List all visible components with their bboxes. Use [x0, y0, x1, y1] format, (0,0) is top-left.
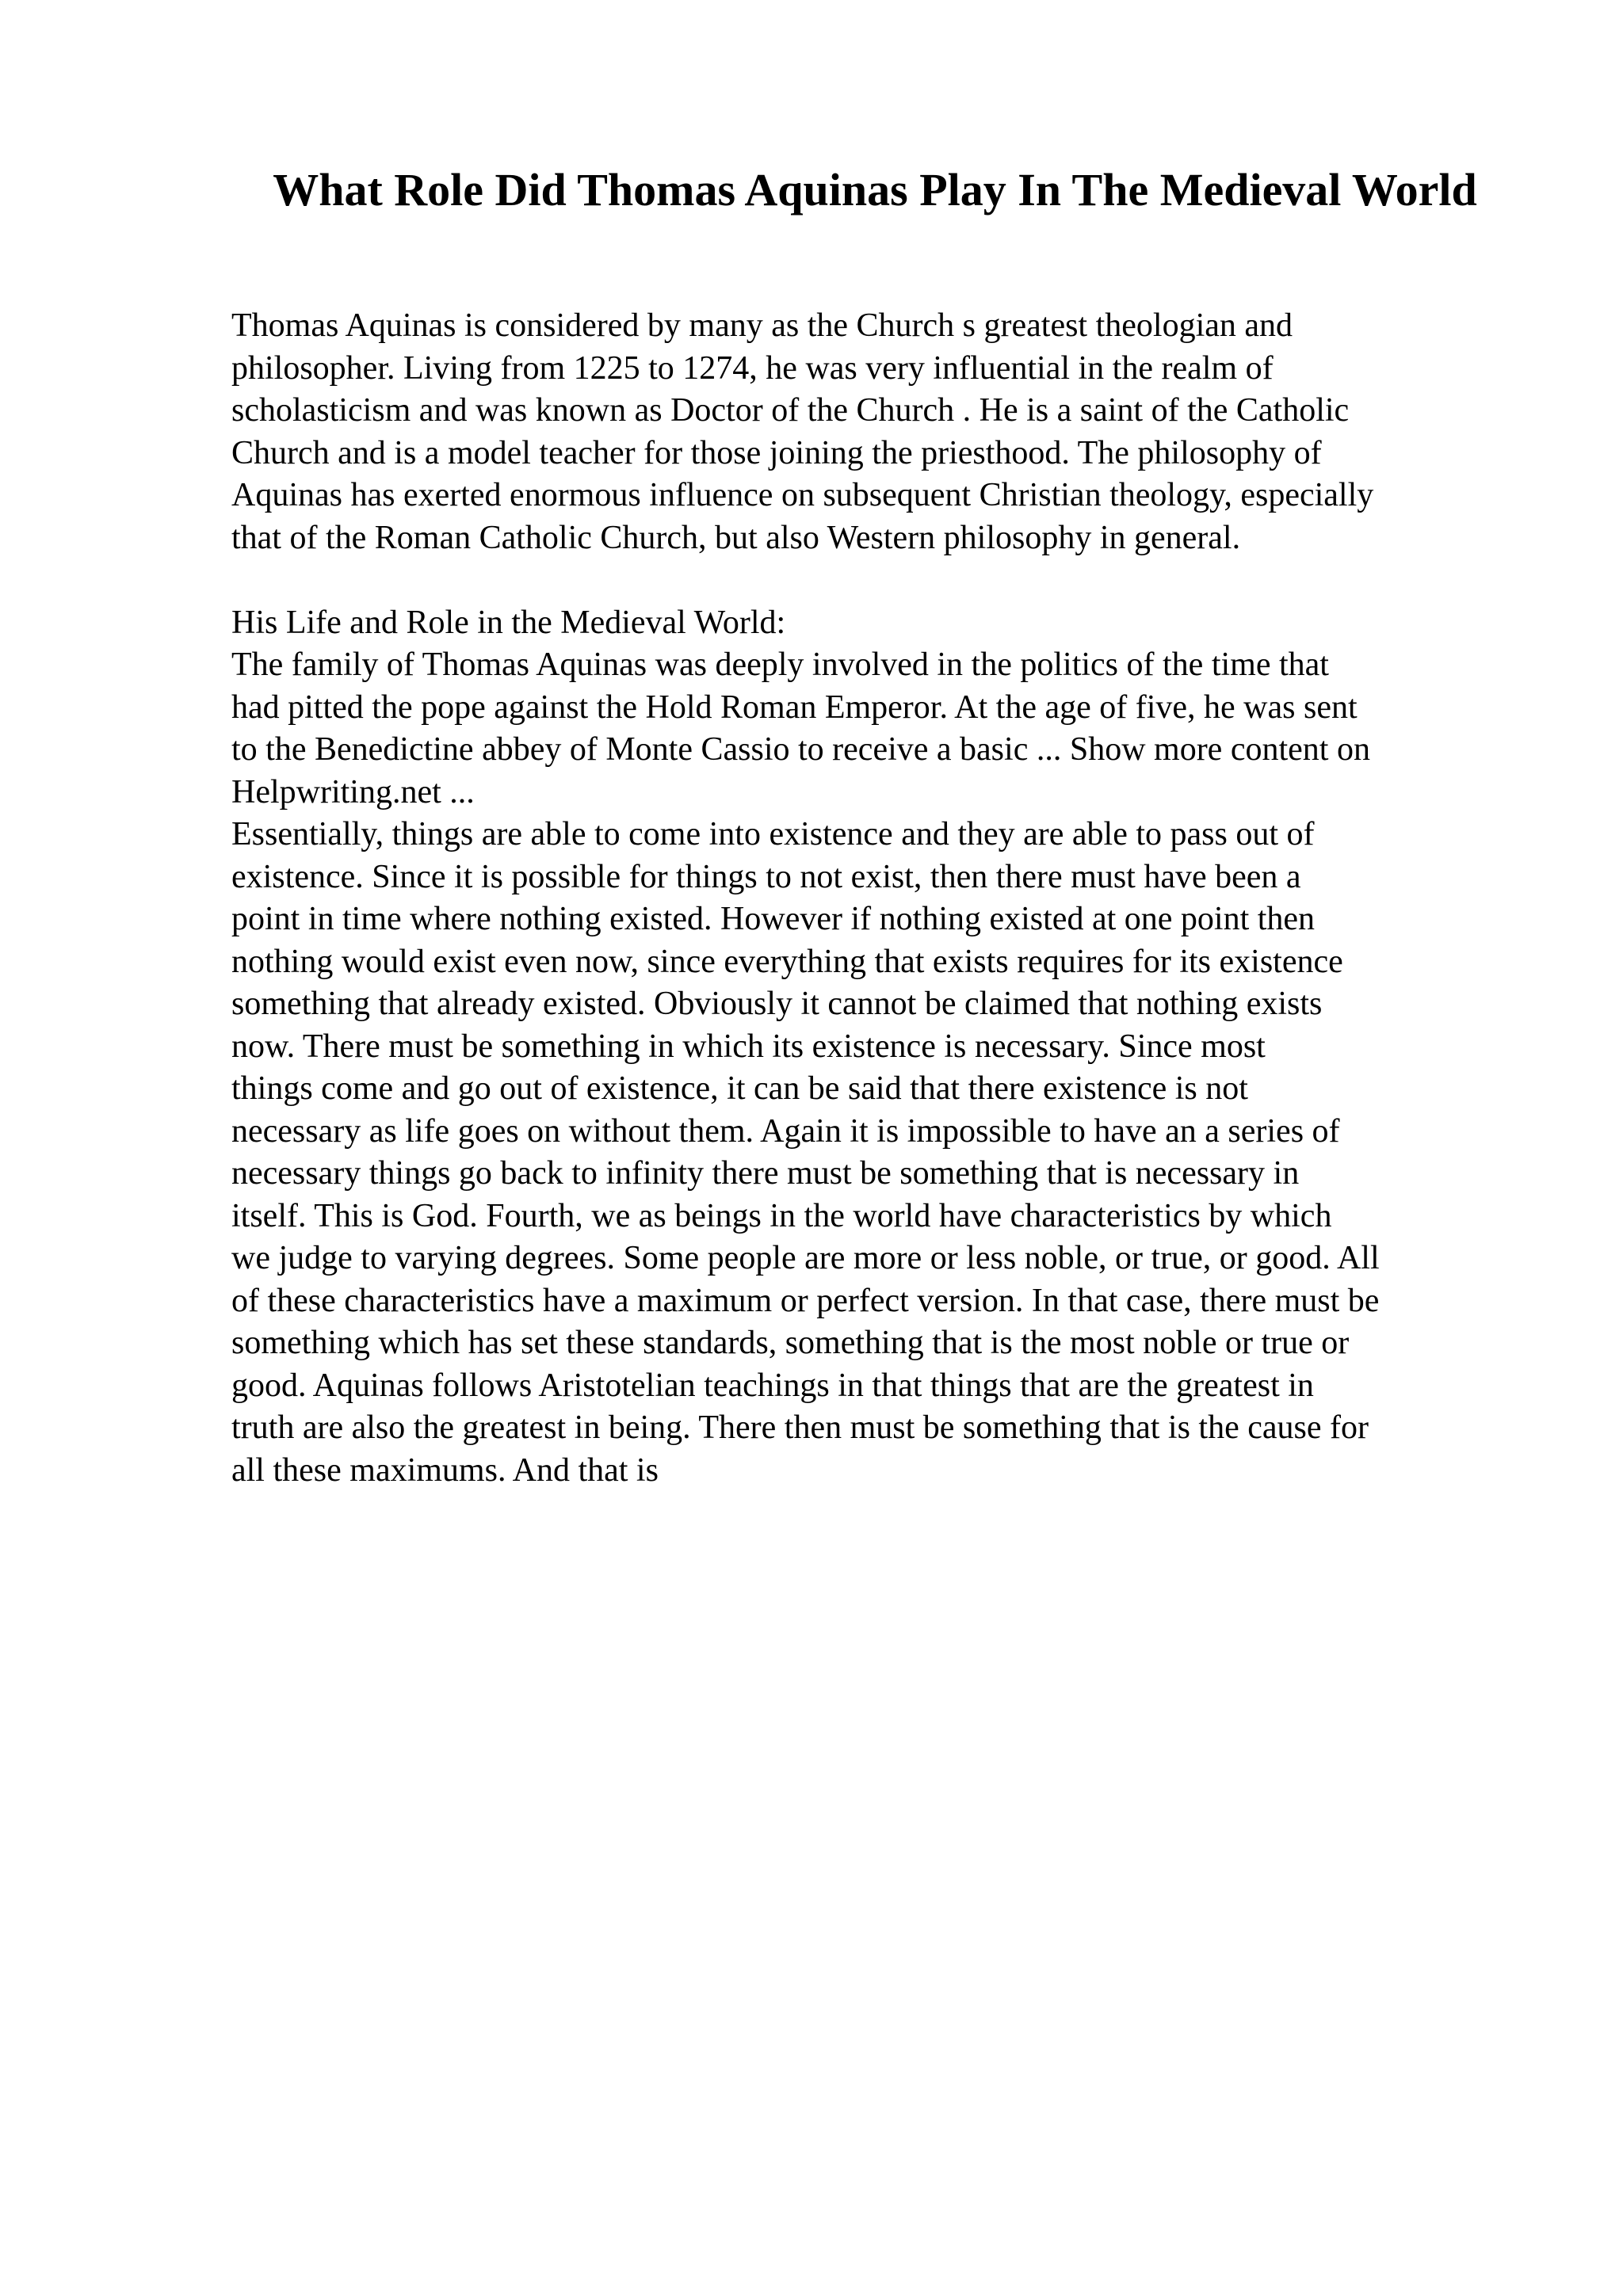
text-line: itself. This is God. Fourth, we as beings in the world have characteristics by which: [231, 1197, 1332, 1234]
text-line: necessary as life goes on without them. Again it is impossible to have an a series of: [231, 1112, 1340, 1150]
text-line: something that already existed. Obviously it cannot be claimed that nothing exists: [231, 986, 1323, 1022]
text-line: existence. Since it is possible for things to not exist, then there must have been a: [231, 858, 1301, 895]
text-line: philosopher. Living from 1225 to 1274, he was very influential in the realm of: [231, 349, 1274, 387]
text-line: good. Aquinas follows Aristotelian teachings in that things that are the greatest in: [231, 1367, 1314, 1404]
text-line: Aquinas has exerted enormous influence on subsequent Christian theology, especially: [231, 477, 1374, 513]
text-line: Helpwriting.net ...: [231, 773, 475, 810]
text-line: The family of Thomas Aquinas was deeply involved in the politics of the time that: [231, 646, 1329, 683]
text-line: Essentially, things are able to come into existence and they are able to pass out of: [231, 816, 1315, 852]
text-line: that of the Roman Catholic Church, but also Western philosophy in general.: [231, 519, 1241, 556]
paragraph-spacer: [231, 559, 1507, 602]
text-line: of these characteristics have a maximum or perfect version. In that case, there must be: [231, 1282, 1380, 1319]
text-line: necessary things go back to infinity there must be something that is necessary in: [231, 1155, 1300, 1192]
document-body: [231, 305, 1507, 1492]
text-line: things come and go out of existence, it can be said that there existence is not: [231, 1070, 1248, 1107]
argument-paragraph: [231, 814, 1507, 1492]
text-line: Church and is a model teacher for those joining the priesthood. The philosophy of: [231, 434, 1322, 471]
section-heading: His Life and Role in the Medieval World:: [231, 604, 786, 641]
text-line: Thomas Aquinas is considered by many as the Church s greatest theologian and: [231, 307, 1293, 344]
text-line: truth are also the greatest in being. There then must be something that is the cause for: [231, 1409, 1369, 1446]
text-line: point in time where nothing existed. However if nothing existed at one point then: [231, 901, 1316, 937]
life-paragraph: [231, 644, 1507, 814]
text-line: scholasticism and was known as Doctor of the Church . He is a saint of the Catholic: [231, 392, 1350, 429]
text-line: something which has set these standards, something that is the most noble or true or: [231, 1325, 1350, 1361]
text-line: to the Benedictine abbey of Monte Cassio to receive a basic ... Show more content on: [231, 731, 1370, 768]
text-line: now. There must be something in which its existence is necessary. Since most: [231, 1028, 1266, 1065]
text-line: all these maximums. And that is: [231, 1451, 659, 1489]
intro-paragraph: [231, 305, 1507, 559]
page-title: What Role Did Thomas Aquinas Play In The Medieval World: [273, 164, 1477, 215]
text-line: had pitted the pope against the Hold Roman Emperor. At the age of five, he was sent: [231, 688, 1358, 726]
text-line: we judge to varying degrees. Some people are more or less noble, or true, or good. All: [231, 1240, 1380, 1276]
text-line: nothing would exist even now, since everything that exists requires for its existence: [231, 943, 1343, 980]
